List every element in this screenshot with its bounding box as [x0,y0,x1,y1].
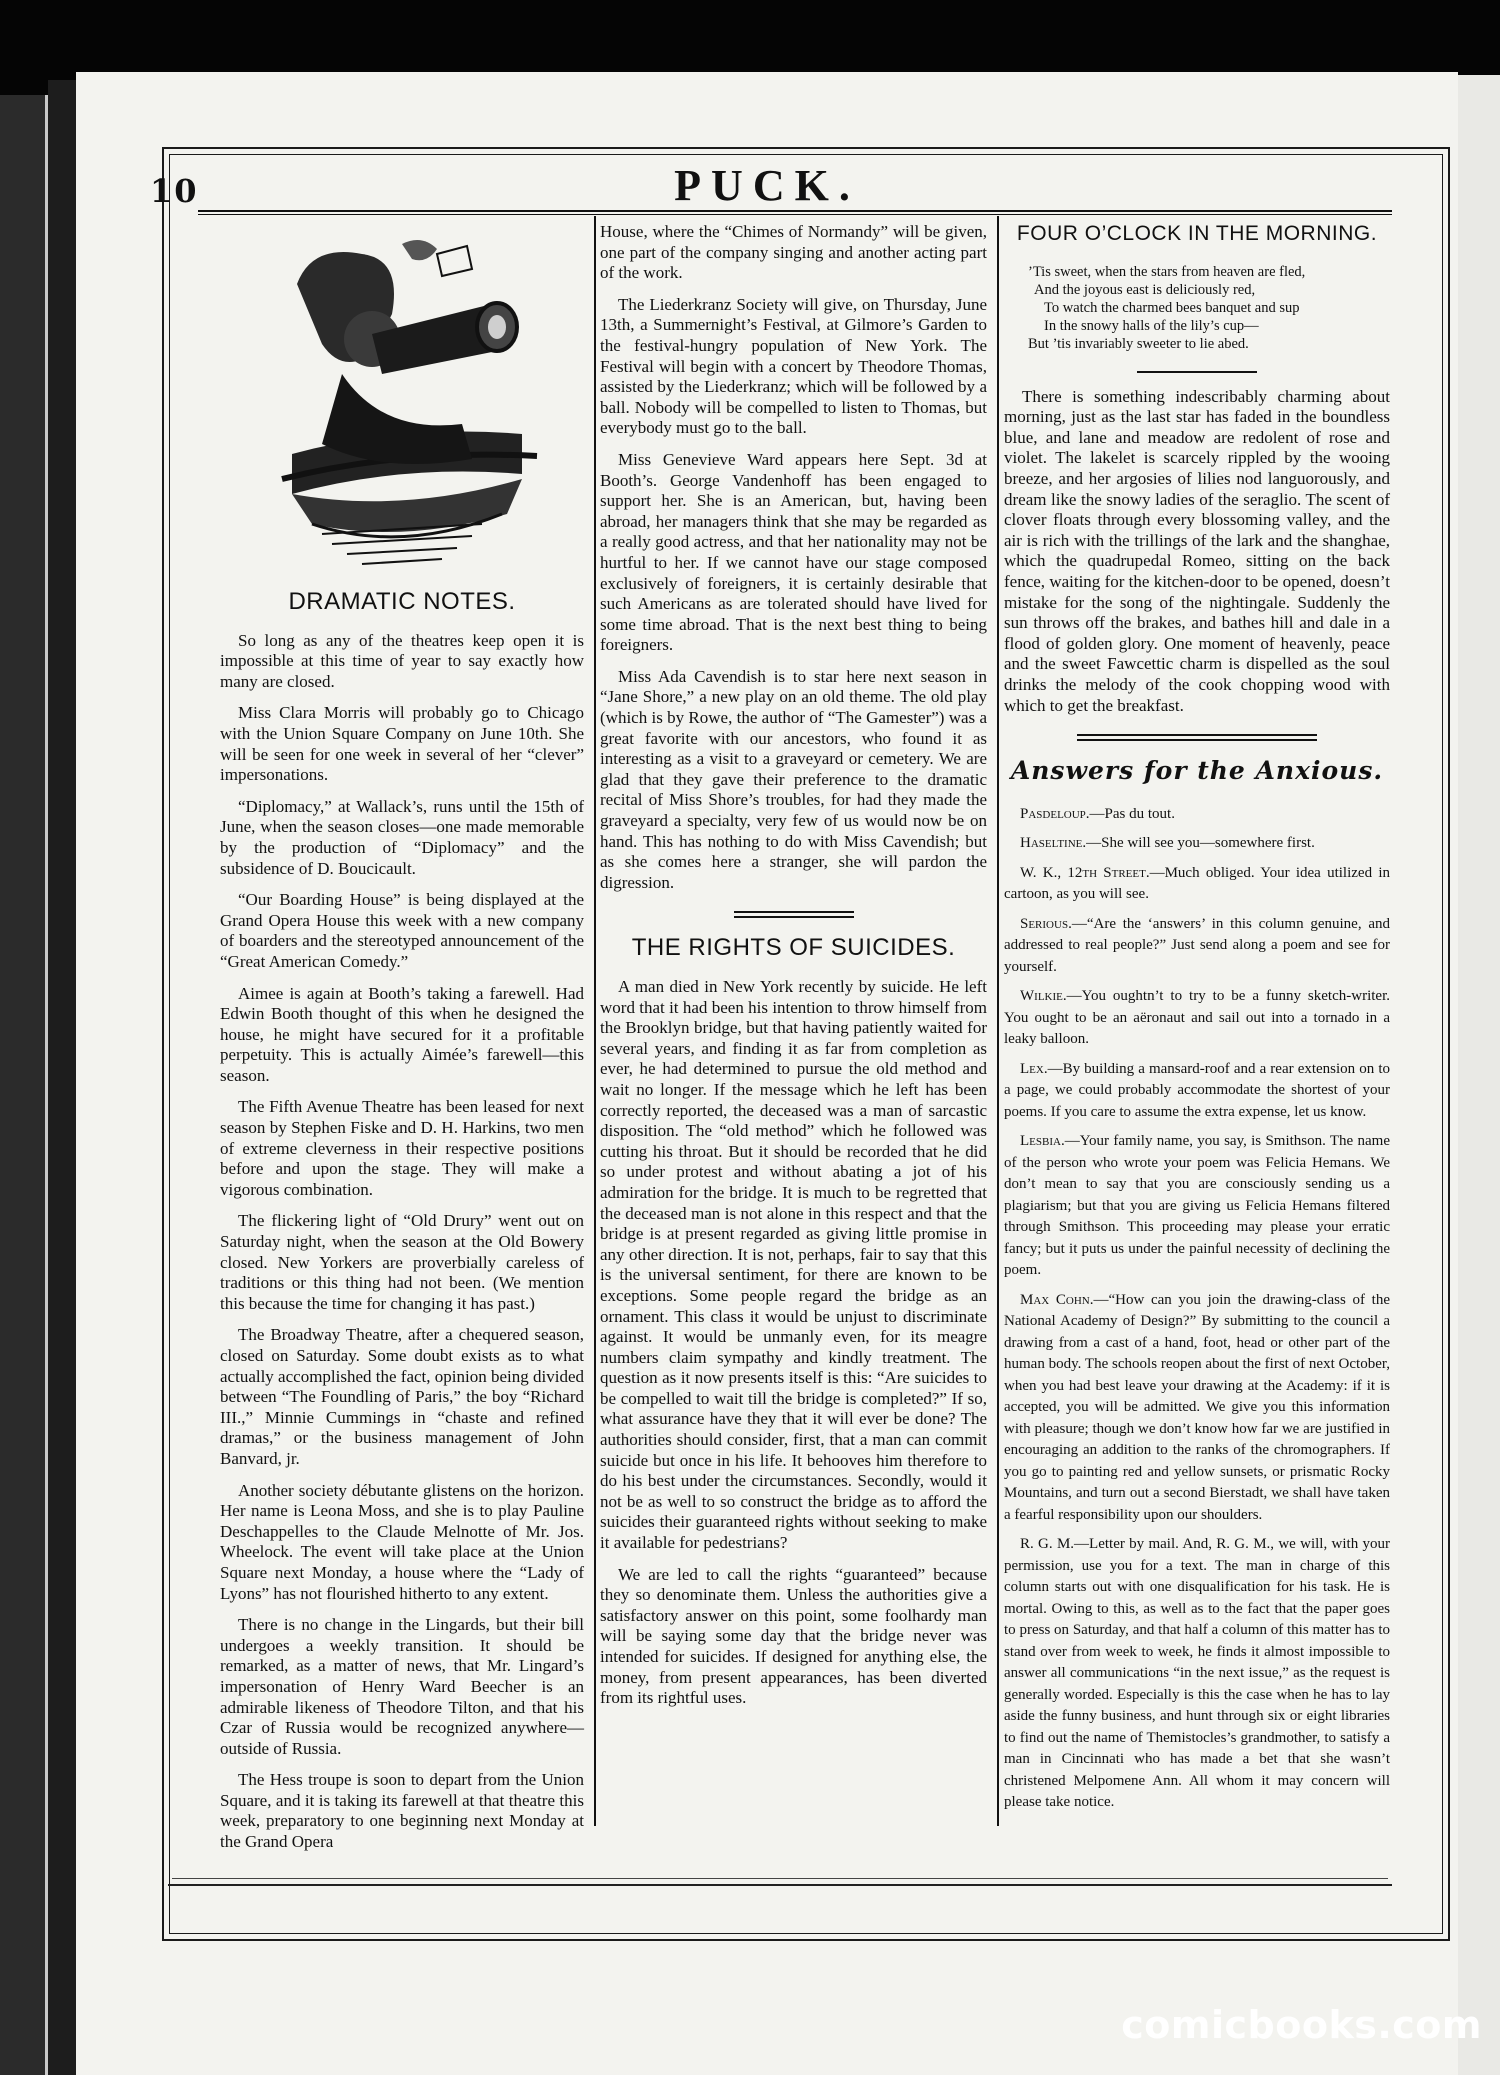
dramatic-paragraph: “Our Boarding House” is being displayed at the Grand Opera House this week with a new company of boarders and the stereotyped announcement of the “Great American Comedy.” [220,890,584,971]
answer-recipient: W. K., 12th Street. [1020,864,1150,881]
answer-item [1004,986,1390,1051]
dramatic-continued-paragraph: Miss Genevieve Ward appears here Sept. 3d at Booth’s. George Vandenhoff has been engaged to support her. She is an American, but, having been abroad, her managers think that she may be regarded as a really good actress, and that her nationality may not be hurtful to her. If we cannot have our stage composed exclusively of foreigners, it is certainly desirable that such Americans as are tolerated should have lived for some time abroad. That is the next best thing to being foreigners. [600,449,987,655]
adjacent-page-edge [1454,75,1500,2075]
answer-item [1004,1059,1390,1124]
suicides-paragraph: A man died in New York recently by suicide. He left word that it had been his intention to throw himself from the Brooklyn bridge, but that having patiently waited for several years, and finding it as far from completion as ever, he had determined to pursue the old method and wait no longer. If the message which he left has been correctly reported, the deceased was a man of sarcastic disposition. The “old method” which he followed was cutting his throat. But it should be recorded that he did so under protest and without abating a jot of his admiration for the bridge. It is much to be regretted that the deceased man is not alone in this respect and that the bridge is at present regarded as giving little promise in any other direction. It is not, perhaps, fair to say that this is the universal sentiment, for there are known to be exceptions. Some people regard the bridge as an ornament. This class it would be unjust to discriminate against. It would be unmanly even, for its meagre numbers claim sympathy and kindly treatment. The question as it now presents itself is this: “Are suicides to be compelled to wait till the bridge is completed?” If so, what assurance have they that it will ever be done? The authorities should consider, first, that a man can commit suicide but once in his life. It behooves him therefore to do his best under the circumstances. Secondly, would it not be as well to so construct the bridge as to afford the suicides their guaranteed rights without seeking to make it available for pedestrians? [600,977,987,1553]
four-oclock-title: FOUR O’CLOCK IN THE MORNING. [1016,222,1378,245]
answer-recipient: Haseltine. [1020,835,1087,852]
morning-paragraph: There is something indescribably charming about morning, just as the last star has faded in the boundless blue, and lane and meadow are redolent of rose and violet. The lakelet is scarcely rippled by the wooing breeze, and her argosies of lilies nod languorously, and dream like the snowy ladies of the seraglio. The scent of clover floats through every blossoming valley, and the air is rich with the trillings of the lark and the shanghae, which the quadrupedal Romeo, sitting on the back fence, waiting for the kitchen-door to be opened, doesn’t mistake for the song of the nightingale. Suddenly the sun throws off the brakes, and bathes hill and dale in a flood of golden glory. One moment of heavenly, peace and the sweet Fawcettic charm is dispelled as the soul drinks the melody of the cook chopping wood with which to get the breakfast. [1004,386,1390,715]
poem-line: In the snowy halls of the lily’s cup— [1044,317,1259,334]
poem-line: To watch the charmed bees banquet and sup [1044,299,1300,316]
column-divider-2 [997,216,999,1826]
theatre-box-illustration [252,224,552,582]
answer-text: —Your family name, you say, is Smithson. The name of the person who wrote your poem was Felicia Hemans. We don’t mean to say that you are consciously sending us a plagiarism; but that you are giving us Felicia Hemans filtered through Smithson. This proceeding may please your erratic fancy; but it puts us under the painful necessity of declining the poem. [1004,1133,1390,1279]
answer-item [1004,1131,1390,1282]
poem-line: And the joyous east is deliciously red, [1034,281,1256,298]
bottom-rule [168,1884,1392,1886]
answer-item [1004,914,1390,979]
answers-title: Answers for the Anxious. [1010,756,1384,786]
dramatic-paragraph: The Broadway Theatre, after a chequered season, closed on Saturday. Some doubt exists as to what actually accomplished the fact, opinion being divided between “The Foundling of Paris,” the boy “Richard III.,” Minnie Cummings in “chaste and refined dramas,” or the business management of John Banvard, jr. [220,1325,584,1468]
answer-item [1004,1290,1390,1527]
answer-text: —By building a mansard-roof and a rear extension on to a page, we could probably accommodate the shortest of your poems. If you care to assume the extra expense, let us know. [1004,1060,1390,1120]
answer-text: —“How can you join the drawing-class of the National Academy of Design?” By submitting to the council a drawing from a cast of a hand, foot, head or other part of the human body. The schools reopen about the first of next October, when you had best leave your drawing at the Academy: if it is accepted, you will be admitted. We give you this information with pleasure; though we don’t know how far we are justified in encouraging an addition to the ranks of the chromographers. If you go to painting red and yellow sunsets, or prismatic Rocky Mountains, and turn out a second Bierstadt, we shall have taken a fearful responsibility upon our shoulders. [1004,1291,1390,1523]
bottom-rule-inner [172,1878,1388,1879]
column-middle [600,222,987,1720]
answer-item [1004,1534,1390,1814]
answer-recipient: Wilkie. [1020,988,1067,1005]
answer-recipient: Lex. [1020,1060,1048,1077]
answer-text: —Letter by mail. And, R. G. M., we will, with your permission, use you for a text. The man in charge of this column starts out with one disqualification for his task. He is mortal. Owing to this, as well as to the fact that the paper goes to press on Saturday, and that half a column of this matter has to stand over from week to week, he finds it almost impossible to answer all communications “in the next issue,” as the request is generally worded. Especially is this the case when he has to lay aside the funny business, and hunt through six or eight libraries to find out the name of Themistocles’s grandmother, to satisfy a man in Cincinnati who has made a bet that she wasn’t christened Melpomene Ann. All whom it may concern will please take notice. [1004,1536,1390,1811]
masthead: PUCK. [674,161,860,210]
answer-item [1004,833,1390,855]
page-number: 10 [150,172,199,210]
answers-list [1004,804,1390,1814]
header-rule [198,210,1392,215]
answer-text: —You oughtn’t to try to be a funny sketch-writer. You ought to be an aëronaut and sail out into a tornado in a leaky balloon. [1004,988,1390,1048]
answer-text: —Much obliged. Your idea utilized in cartoon, as you will see. [1004,864,1390,903]
answer-recipient: R. G. M. [1020,1536,1075,1553]
answer-text: —Pas du tout. [1089,805,1175,822]
poem-line: But ’tis invariably sweeter to lie abed. [1028,335,1249,352]
answer-recipient: Pasdeloup. [1020,805,1090,822]
morning-poem [1028,263,1390,353]
poem-line: ’Tis sweet, when the stars from heaven are fled, [1028,263,1306,280]
answer-recipient: Max Cohn. [1020,1291,1094,1308]
dramatic-paragraph: The Hess troupe is soon to depart from the Union Square, and it is taking its farewell at that theatre this week, preparatory to one beginning next Monday at the Grand Opera [220,1770,584,1852]
dramatic-paragraph: Aimee is again at Booth’s taking a farewell. Had Edwin Booth thought of this when he designed the house, he might have secured for it a profitable perpetuity. This is actually Aimée’s farewell—this season. [220,983,584,1085]
dramatic-continued-paragraph: The Liederkranz Society will give, on Thursday, June 13th, a Summernight’s Festival, at Gilmore’s Garden to the festival-hungry population of New York. The Festival will begin with a concert by Theodore Thomas, assisted by the Liederkranz; which will be followed by a ball. Nobody will be compelled to listen to Thomas, but everybody must go to the ball. [600,294,987,438]
dramatic-paragraph: “Diplomacy,” at Wallack’s, runs until the 15th of June, when the season closes—one made memorable by the production of “Diplomacy” and the subsidence of D. Boucicault. [220,796,584,878]
answer-recipient: Lesbia. [1020,1133,1065,1150]
column-divider-1 [594,216,596,1826]
section-divider [1077,734,1317,741]
underlying-page-edge [0,95,48,2075]
dramatic-paragraph: The Fifth Avenue Theatre has been leased for next season by Stephen Fiske and D. H. Harkins, two men of extreme cleverness in their respective positions before and upon the stage. They will make a vigorous combination. [220,1097,584,1199]
dramatic-paragraph: So long as any of the theatres keep open it is impossible at this time of year to say exactly how many are closed. [220,630,584,691]
rights-of-suicides-title: THE RIGHTS OF SUICIDES. [631,934,956,962]
poem-divider [1137,371,1257,373]
answer-text: —“Are the ‘answers’ in this column genuine, and addressed to real people?” Just send along a poem and see for yourself. [1004,915,1390,975]
column-left [220,224,584,1864]
answer-item [1004,863,1390,906]
dramatic-continued-paragraph: House, where the “Chimes of Normandy” will be given, one part of the company singing and another acting part of the work. [600,222,987,283]
dramatic-paragraph: Miss Clara Morris will probably go to Chicago with the Union Square Company on June 10th. She will be seen for one week in several of her “clever” impersonations. [220,703,584,785]
answer-item [1004,804,1390,826]
watermark: comicbooks.com [1121,2003,1482,2047]
column-right [1004,222,1390,1822]
suicides-paragraph: We are led to call the rights “guaranteed” because they so denominate them. Unless the authorities give a satisfactory answer on this point, some foolhardy man will be saying some day that the bridge never was intended for suicides. If designed for anything else, the money, from present appearances, has been diverted from its rightful uses. [600,1564,987,1708]
dramatic-paragraph: Another society débutante glistens on the horizon. Her name is Leona Moss, and she is to play Pauline Deschappelles to the Claude Melnotte of Mr. Jos. Wheelock. The event will take place at the Union Square next Monday, a house where the “Lady of Lyons” has not flourished hitherto to any extent. [220,1480,584,1603]
dramatic-continued-paragraph: Miss Ada Cavendish is to star here next season in “Jane Shore,” a new play on an old theme. The old play (which is by Rowe, the author of “The Gamester”) was a great favorite with our ancestors, who found it as interesting as a visit to a graveyard or cemetery. We are glad that they gave their preference to the dramatic recital of Miss Shore’s troubles, for had they made the graveyard a specialty, very few of us would now be on hand. This has nothing to do with Miss Cavendish; but as she comes here a stranger, she will pardon the digression. [600,666,987,892]
dramatic-notes-title: DRAMATIC NOTES. [288,588,516,615]
dramatic-paragraph: There is no change in the Lingards, but their bill undergoes a weekly transition. It should be remarked, as a matter of news, that Mr. Lingard’s impersonation of Henry Ward Beecher is an admirable likeness of Theodore Tilton, and that his Czar of Russia would be recognized anywhere—outside of Russia. [220,1615,584,1758]
section-divider [734,911,854,918]
answer-recipient: Serious. [1020,915,1072,932]
answer-text: —She will see you—somewhere first. [1086,835,1315,852]
dramatic-paragraph: The flickering light of “Old Drury” went out on Saturday night, when the season at the Old Bowery closed. New Yorkers are proverbially careless of traditions or this thing had not been. (We mention this because the time for changing it has past.) [220,1211,584,1313]
